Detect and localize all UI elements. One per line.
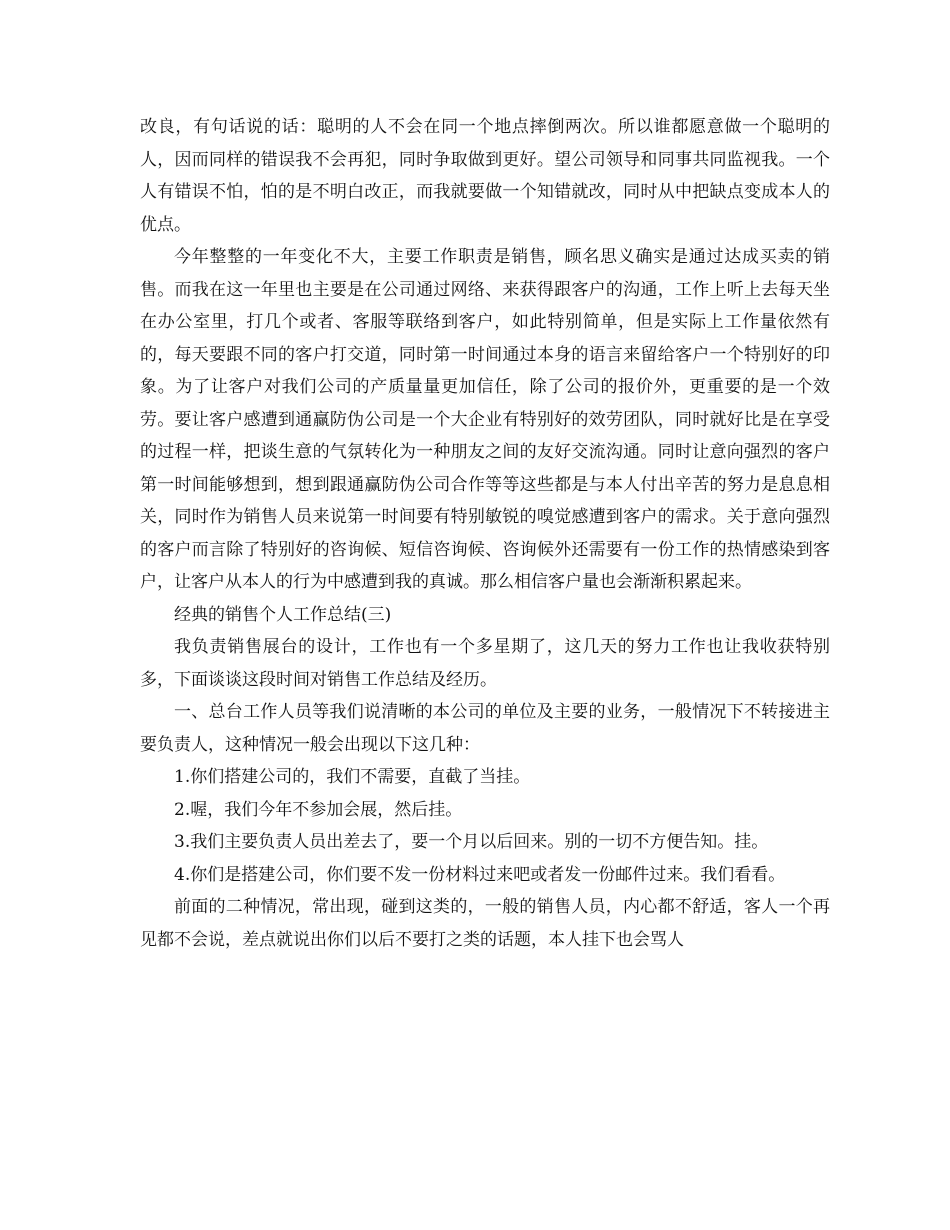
paragraph-3: 我负责销售展台的设计，工作也有一个多星期了，这几天的努力工作也让我收获特别多，下面谈谈这段时间对销售工作总结及经历。 [140, 637, 830, 690]
section-heading: 经典的销售个人工作总结(三) [174, 604, 392, 625]
paragraph-1: 改良，有句话说的话：聪明的人不会在同一个地点摔倒两次。所以谁都愿意做一个聪明的人，因而同样的错误我不会再犯，同时争取做到更好。望公司领导和同事共同监视我。一个人有错误不怕，怕的是不明白改正，而我就要做一个知错就改，同时从中把缺点变成本人的优点。 [140, 117, 830, 235]
list-item-1: 1.你们搭建公司的，我们不需要，直截了当挂。 [174, 767, 531, 787]
paragraph-2: 今年整整的一年变化不大，主要工作职责是销售，顾名思义确实是通过达成买卖的销售。而我在这一年里也主要是在公司通过网络、来获得跟客户的沟通，工作上听上去每天坐在办公室里，打几个或者、客服等联络到客户，如此特别简单，但是实际上工作量依然有的，每天要跟不同的客户打交道，同时第一时间通过本身的语言来留给客户一个特别好的印象。为了让客户对我们公司的产质量量更加信任，除了公司的报价外，更重要的是一个效劳。要让客户感遭到通赢防伪公司是一个大企业有特别好的效劳团队，同时就好比是在享受的过程一样，把谈生意的气氛转化为一种朋友之间的友好交流沟通。同时让意向强烈的客户第一时间能够想到，想到跟通赢防伪公司合作等等这些都是与本人付出辛苦的努力是息息相关，同时作为销售人员来说第一时间要有特别敏锐的嗅觉感遭到客户的需求。关于意向强烈的客户而言除了特别好的咨询候、短信咨询候、咨询候外还需要有一份工作的热情感染到客户，让客户从本人的行为中感遭到我的真诚。那么相信客户量也会渐渐积累起来。 [140, 247, 830, 592]
list-item-4: 4.你们是搭建公司，你们要不发一份材料过来吧或者发一份邮件过来。我们看看。 [174, 864, 786, 885]
paragraph-4: 一、总台工作人员等我们说清晰的本公司的单位及主要的业务，一般情况下不转接进主要负责人，这种情况一般会出现以下这几种： [140, 702, 830, 755]
list-item-3: 3.我们主要负责人员出差去了，要一个月以后回来。别的一切不方便告知。挂。 [174, 832, 769, 852]
list-item-2: 2.喔，我们今年不参加会展，然后挂。 [174, 799, 463, 820]
paragraph-5: 前面的二种情况，常出现，碰到这类的，一般的销售人员，内心都不舒适，客人一个再见都不会说，差点就说出你们以后不要打之类的话题，本人挂下也会骂人 [140, 897, 830, 950]
